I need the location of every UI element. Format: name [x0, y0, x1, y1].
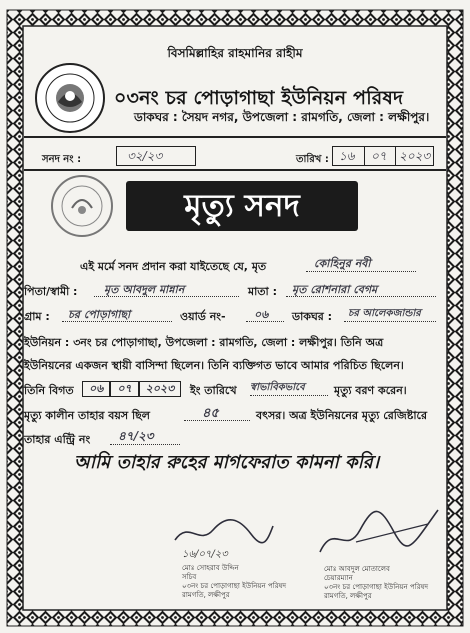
- death-year: ২০২৩: [139, 381, 182, 397]
- union-council-logo: [34, 62, 106, 134]
- secretary-place: রামগতি, লক্ষীপুর: [182, 591, 230, 599]
- secretary-sign-date: ১৬/০৭/২৩: [182, 549, 228, 560]
- mother-value: মৃত রোশনারা বেগম: [292, 283, 378, 296]
- council-name: ০৩নং চর পোড়াগাছা ইউনিয়ন পরিষদ: [114, 87, 404, 109]
- closing-prayer: আমি তাহার রুহের মাগফেরাত কামনা করি।: [74, 452, 380, 473]
- age-suffix: বৎসর। অত্র ইউনিয়নের মৃত্যু রেজিষ্টারে: [256, 409, 428, 422]
- entry-value: ৪৭/২৩: [118, 429, 154, 443]
- council-address: ডাকঘর : সৈয়দ নগর, উপজেলা : রামগতি, জেলা : লক্ষীপুর।: [134, 110, 430, 124]
- date-year: ২০২৩: [399, 149, 431, 163]
- date-month: ০৭: [371, 149, 387, 163]
- death-suffix: মৃত্যু বরণ করেন।: [334, 384, 407, 397]
- village-label: গ্রাম :: [24, 310, 50, 323]
- chairman-name: মোঃ আবদুল মোতালেব: [324, 565, 390, 573]
- death-certificate-title: মৃত্যু সনদ: [126, 181, 358, 231]
- death-prefix: তিনি বিগত: [24, 384, 74, 397]
- chairman-signature-icon: [316, 502, 442, 562]
- secretary-title: সচিব: [182, 573, 197, 581]
- secretary-org: ০৩নং চর পোড়াগাছা ইউনিয়ন পরিষদ: [182, 582, 287, 590]
- death-month: ০৭: [110, 381, 138, 397]
- date-label: তারিখ :: [296, 154, 329, 165]
- post-label: ডাকঘর :: [292, 310, 333, 323]
- sanad-number-box: [116, 146, 196, 166]
- ward-value: ০৬: [254, 308, 269, 321]
- chairman-place: রামগতি, লক্ষীপুর: [324, 592, 372, 600]
- ward-label: ওয়ার্ড নং-: [180, 310, 226, 323]
- father-label: পিতা/স্বামী :: [24, 285, 78, 298]
- age-value: ৪৫: [202, 406, 219, 421]
- chairman-title: চেয়ারম্যান: [324, 574, 353, 582]
- death-day: ০৬: [82, 381, 110, 397]
- post-value: চর আলেকজান্ডার: [348, 308, 421, 319]
- mother-label: মাতা :: [248, 285, 277, 298]
- deceased-intro: এই মর্মে সনদ প্রদান করা যাইতেছে যে, মৃত: [80, 260, 267, 273]
- father-value: মৃত আবদুল মান্নান: [104, 283, 185, 296]
- death-reason: স্বাভাবিকভাবে: [250, 382, 305, 393]
- line-union: ইউনিয়ন : ৩নং চর পোড়াগাছা, উপজেলা : রামগতি, জেলা : লক্ষীপুর। তিনি অত্র: [24, 336, 384, 349]
- death-mid: ইং তারিখে: [190, 384, 237, 397]
- certificate: [24, 36, 446, 608]
- age-prefix: মৃত্যু কালীন তাহার বয়স ছিল: [24, 409, 151, 422]
- secretary-signature-icon: [169, 512, 279, 552]
- sanad-number-value: ৩২/২৩: [127, 149, 163, 163]
- line-resident: ইউনিয়নের একজন স্থায়ী বাসিন্দা ছিলেন। তিনি ব্যক্তিগত ভাবে আমার পরিচিত ছিলেন।: [24, 359, 404, 372]
- header-divider-bottom: [24, 169, 446, 171]
- date-box: [332, 146, 434, 166]
- secretary-name: মোঃ সোহরাব উদ্দিন: [182, 564, 239, 572]
- entry-label: তাহার এন্ট্রি নং: [24, 433, 91, 446]
- bismillah-text: বিসমিল্লাহির রাহমানির রাহীম: [167, 46, 303, 60]
- chairman-org: ০৩নং চর পোড়াগাছা ইউনিয়ন পরিষদ: [324, 583, 429, 591]
- village-value: চর পোড়াগাছা: [68, 308, 131, 321]
- death-date-box: [82, 381, 181, 397]
- round-seal-icon: [50, 174, 114, 238]
- header-divider-top: [24, 136, 446, 138]
- date-day: ১৬: [339, 149, 355, 163]
- sanad-label: সনদ নং :: [42, 154, 82, 165]
- deceased-name-value: কোহিনুর নবী: [314, 257, 371, 270]
